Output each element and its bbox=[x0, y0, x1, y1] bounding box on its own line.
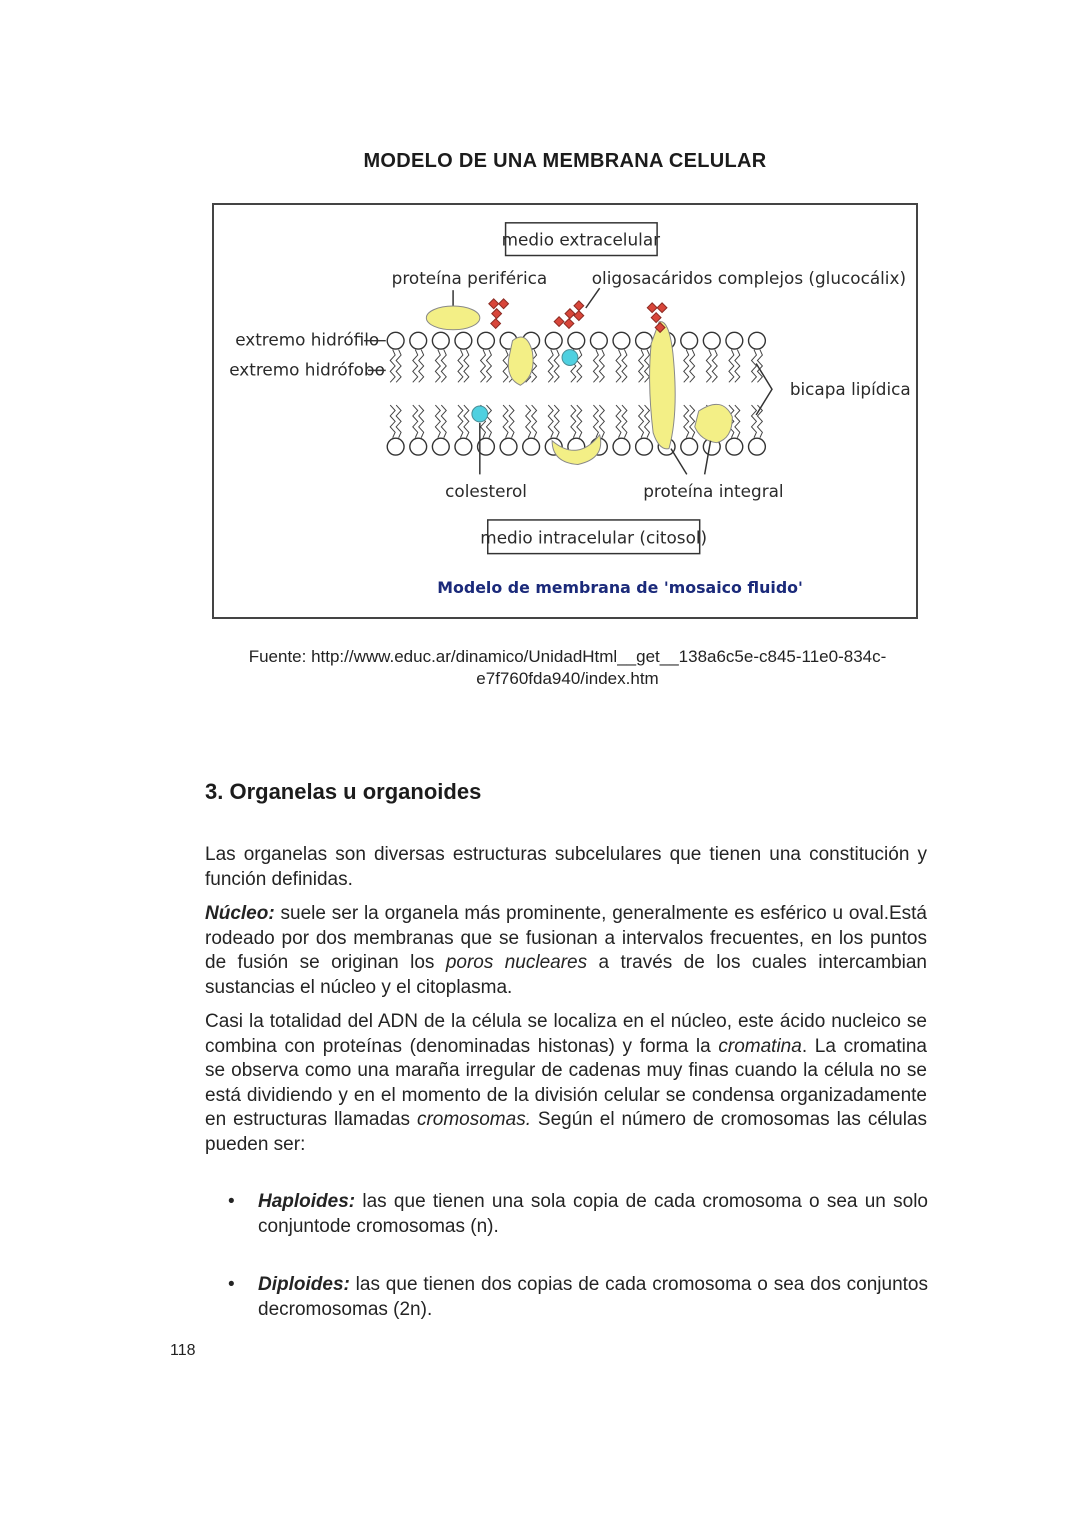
phospholipid-head bbox=[432, 438, 449, 455]
adn-emphasis-2: cromosomas. bbox=[416, 1109, 531, 1130]
phospholipid-head bbox=[726, 332, 743, 349]
fatty-acid-tail bbox=[622, 405, 627, 438]
fatty-acid-tail bbox=[419, 350, 424, 383]
fatty-acid-tail bbox=[645, 350, 650, 383]
fatty-acid-tail bbox=[684, 350, 689, 383]
phospholipid-head bbox=[681, 332, 698, 349]
page-number: 118 bbox=[170, 1342, 196, 1359]
fatty-acid-tail bbox=[503, 405, 508, 438]
label-integral-protein: proteína integral bbox=[643, 481, 784, 502]
phospholipid-head bbox=[613, 438, 630, 455]
bullet-label: Haploides: bbox=[258, 1191, 356, 1212]
fatty-acid-tail bbox=[396, 350, 401, 383]
nucleo-label: Núcleo: bbox=[205, 903, 275, 924]
fatty-acid-tail bbox=[419, 405, 424, 438]
adn-emphasis-1: cromatina bbox=[718, 1035, 802, 1057]
phospholipid-head bbox=[568, 332, 585, 349]
label-bilayer: bicapa lipídica bbox=[789, 379, 911, 400]
fatty-acid-tail bbox=[435, 350, 440, 383]
membrane-svg bbox=[214, 205, 916, 617]
phospholipid-head bbox=[455, 438, 472, 455]
nucleo-paragraph bbox=[205, 902, 927, 1000]
fatty-acid-tail bbox=[706, 350, 711, 383]
fatty-acid-tail bbox=[548, 405, 553, 438]
cholesterol-top bbox=[562, 350, 578, 366]
phospholipid-head bbox=[545, 332, 562, 349]
fatty-acid-tail bbox=[684, 405, 689, 438]
bullet-text: las que tienen una sola copia de cada cromosoma o sea un solo conjuntode cromosomas (n). bbox=[258, 1191, 928, 1237]
phospholipid-head bbox=[478, 332, 495, 349]
fatty-acid-tail bbox=[390, 350, 395, 383]
adn-text-a: Casi la totalidad del ADN de la célula se localiza en el núcleo, este ácido nucleico se combina con proteínas (denominadas histonas) y forma la bbox=[205, 1011, 927, 1057]
intro-paragraph: Las organelas son diversas estructuras subcelulares que tienen una constitución y función definidas. bbox=[205, 844, 927, 890]
fatty-acid-tail bbox=[690, 350, 695, 383]
fatty-acid-tail bbox=[390, 405, 395, 438]
phospholipid-head bbox=[749, 332, 766, 349]
fatty-acid-tail bbox=[413, 405, 418, 438]
label-cholesterol: colesterol bbox=[445, 481, 527, 502]
fatty-acid-tail bbox=[509, 405, 514, 438]
phospholipid-head bbox=[500, 438, 517, 455]
integral-protein-large bbox=[650, 322, 676, 449]
phospholipid-head bbox=[681, 438, 698, 455]
integral-protein-right bbox=[695, 404, 733, 442]
fatty-acid-tail bbox=[616, 350, 621, 383]
fatty-acid-tail bbox=[735, 405, 740, 438]
phospholipid-head bbox=[636, 438, 653, 455]
fatty-acid-tail bbox=[458, 350, 463, 383]
fatty-acid-tail bbox=[751, 405, 756, 438]
phospholipid-head bbox=[749, 438, 766, 455]
phospholipid-head bbox=[387, 438, 404, 455]
list-item bbox=[228, 1190, 928, 1239]
fatty-acid-tail bbox=[435, 405, 440, 438]
adn-text-b: . La cromatina se observa como una maraña irregular de cadenas muy finas cuando la célula no se está dividiendo y en el momento de la división celular se condensa organizadamente en estructuras llamadas bbox=[205, 1035, 927, 1130]
fatty-acid-tail bbox=[751, 350, 756, 383]
fatty-acid-tail bbox=[532, 405, 537, 438]
fatty-acid-tail bbox=[571, 405, 576, 438]
section-heading: 3. Organelas u organoides bbox=[205, 779, 482, 804]
phospholipid-head bbox=[523, 438, 540, 455]
fatty-acid-tail bbox=[616, 405, 621, 438]
phospholipid-head bbox=[410, 438, 427, 455]
phospholipid-head bbox=[387, 332, 404, 349]
adn-text-c: Según el número de cromosomas las células pueden ser: bbox=[205, 1109, 927, 1155]
fatty-acid-tail bbox=[622, 350, 627, 383]
fatty-acid-tail bbox=[441, 350, 446, 383]
phospholipid-head bbox=[726, 438, 743, 455]
fatty-acid-tail bbox=[690, 405, 695, 438]
fatty-acid-tail bbox=[554, 405, 559, 438]
model-caption: Modelo de membrana de 'mosaico fluido' bbox=[437, 578, 803, 598]
fatty-acid-tail bbox=[413, 350, 418, 383]
fatty-acid-tail bbox=[526, 405, 531, 438]
fatty-acid-tail bbox=[396, 405, 401, 438]
fatty-acid-tail bbox=[577, 405, 582, 438]
figure-source bbox=[205, 646, 930, 690]
label-extracellular: medio extracelular bbox=[501, 229, 661, 250]
nucleo-emphasis: poros nucleares bbox=[445, 952, 588, 973]
figure-title: MODELO DE UNA MEMBRANA CELULAR bbox=[363, 150, 767, 172]
nucleo-text-a: suele ser la organela más prominente, generalmente es esférico u oval.Está rodeado por dos membranas que se fusionan a intervalos frecuentes, en los puntos de fusión se originan los bbox=[205, 903, 927, 973]
fatty-acid-tail bbox=[599, 350, 604, 383]
fatty-acid-tail bbox=[645, 405, 650, 438]
phospholipid-head bbox=[703, 332, 720, 349]
nucleo-text-b: a través de los cuales intercambian sustancias el núcleo y el citoplasma. bbox=[205, 952, 927, 998]
phospholipid-head bbox=[590, 332, 607, 349]
adn-paragraph bbox=[205, 1010, 927, 1157]
phospholipid-head bbox=[410, 332, 427, 349]
fatty-acid-tail bbox=[481, 350, 486, 383]
glycocalyx bbox=[489, 299, 667, 333]
fatty-acid-tail bbox=[593, 350, 598, 383]
fatty-acid-tail bbox=[554, 350, 559, 383]
fatty-acid-tail bbox=[639, 350, 644, 383]
phospholipid-head bbox=[432, 332, 449, 349]
label-hydrophilic: extremo hidrófilo bbox=[235, 329, 380, 350]
fatty-acid-tail bbox=[729, 350, 734, 383]
source-line-1: Fuente: http://www.educ.ar/dinamico/UnidadHtml__get__138a6c5e-c845-11e0-834c- bbox=[248, 647, 887, 666]
fatty-acid-tail bbox=[548, 350, 553, 383]
label-oligosaccharides: oligosacáridos complejos (glucocálix) bbox=[591, 268, 907, 289]
phospholipid-head bbox=[636, 332, 653, 349]
fatty-acid-tail bbox=[458, 405, 463, 438]
fatty-acid-tail bbox=[712, 350, 717, 383]
fatty-acid-tail bbox=[735, 350, 740, 383]
membrane-diagram bbox=[212, 203, 918, 619]
label-peripheral-protein: proteína periférica bbox=[391, 268, 548, 289]
fatty-acid-tail bbox=[599, 405, 604, 438]
fatty-acid-tail bbox=[503, 350, 508, 383]
source-line-2: e7f760fda940/index.htm bbox=[476, 669, 659, 688]
label-intracellular: medio intracelular (citosol) bbox=[480, 527, 708, 548]
bullet-dot: • bbox=[228, 1274, 235, 1295]
cholesterol-bottom bbox=[472, 406, 488, 422]
fatty-acid-tail bbox=[464, 350, 469, 383]
phospholipid-head bbox=[613, 332, 630, 349]
fatty-acid-tail bbox=[486, 350, 491, 383]
fatty-acid-tail bbox=[441, 405, 446, 438]
bullet-dot: • bbox=[228, 1191, 235, 1212]
list-item bbox=[228, 1273, 928, 1322]
fatty-acid-tail bbox=[593, 405, 598, 438]
phospholipid-head bbox=[455, 332, 472, 349]
fatty-acid-tail bbox=[639, 405, 644, 438]
bullet-label: Diploides: bbox=[258, 1274, 350, 1295]
label-hydrophobic: extremo hidrófobo bbox=[229, 359, 385, 380]
fatty-acid-tail bbox=[464, 405, 469, 438]
peripheral-protein bbox=[426, 306, 479, 330]
bullet-text: las que tienen dos copias de cada cromosoma o sea dos conjuntos decromosomas (2n). bbox=[258, 1274, 928, 1320]
